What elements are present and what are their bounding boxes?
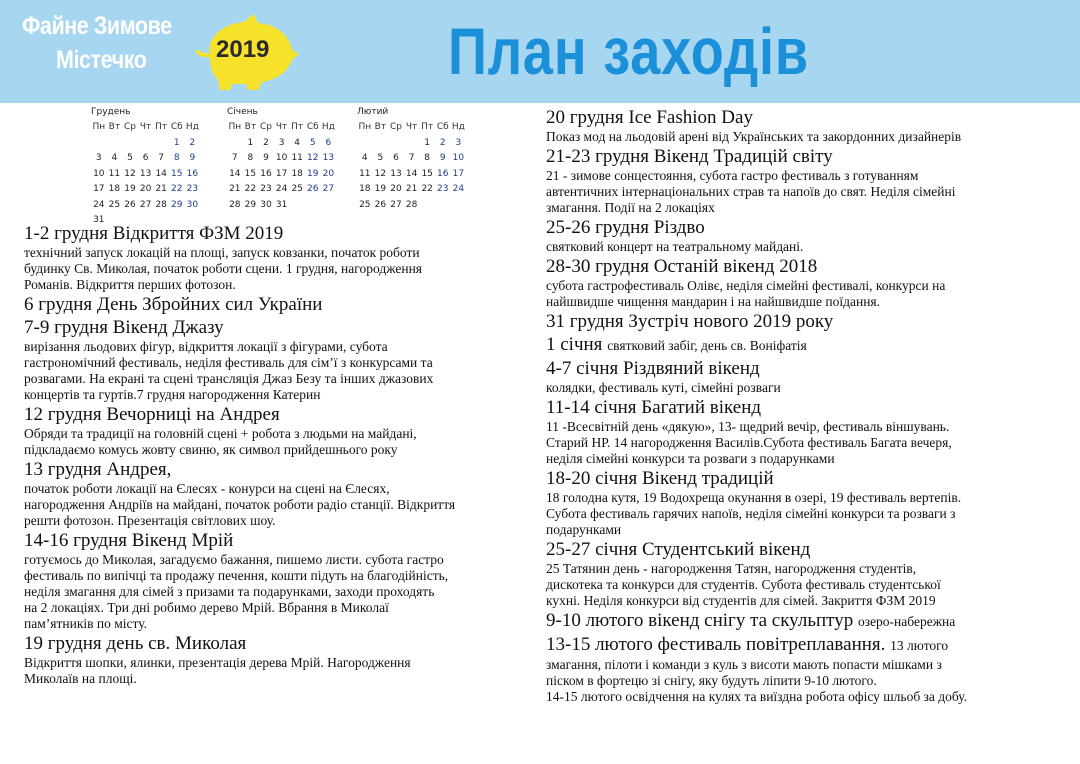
calendar-day: 15 xyxy=(171,168,183,179)
calendar-day: 7 xyxy=(408,153,415,163)
calendar-day: 7 xyxy=(158,153,165,163)
calendar-day: 12 xyxy=(374,168,387,179)
event-description-line: на 2 локаціях. Три дні робимо дерево Мрій. Вбрання в Миколаї xyxy=(24,600,389,615)
calendar-day: 23 xyxy=(437,184,449,194)
calendar-week-row xyxy=(227,136,336,152)
event-description-line: 21 - зимове сонцестояння, субота гастро фестиваль з готуванням xyxy=(546,168,919,183)
event-inline-note: святковий забіг, день св. Воніфатія xyxy=(607,338,807,353)
event-item xyxy=(546,255,1056,310)
event-title xyxy=(546,538,1056,561)
calendar-weekday: Пт xyxy=(155,122,168,132)
calendar-week-row xyxy=(357,167,466,183)
event-description-line: розвагами. На екрані та сцені трансляція Джаз Безу та інших джазових xyxy=(24,371,434,386)
event-description-line: готуємось до Миколая, загадуємо бажання, пишемо листи. субота гастро xyxy=(24,552,444,567)
event-title xyxy=(24,222,524,245)
header-band xyxy=(0,0,1080,103)
calendar-day: 26 xyxy=(124,199,136,210)
event-description-line: 25 Татянин день - нагородження Татян, нагородження студентів, xyxy=(546,561,917,576)
event-title xyxy=(546,255,1056,278)
calendar-weekday: Чт xyxy=(405,122,418,132)
event-title xyxy=(24,529,524,552)
event-description-line: гастрономічний фестиваль, неділя фестиваль для сім’ї з конкурсами та xyxy=(24,355,433,370)
calendar-day: 14 xyxy=(155,168,167,179)
event-description-line: найшвидше чищення мандарин і на найшвидше поїдання. xyxy=(546,294,881,309)
calendar-day: 6 xyxy=(325,137,332,148)
calendar-day: 25 xyxy=(291,184,303,194)
event-description-line: Обряди та традиції на головній сцені + робота з людьми на майдані, xyxy=(24,426,417,441)
calendar-day: 24 xyxy=(93,199,105,210)
calendar-day: 13 xyxy=(390,168,402,179)
logo-line-1: Файне Зимове xyxy=(22,12,172,40)
event-title-text: 7-9 грудня Вікенд Джазу xyxy=(24,317,224,338)
event-title xyxy=(24,293,524,316)
event-title-text: 25-27 січня Студентський вікенд xyxy=(546,539,811,560)
event-title xyxy=(546,467,1056,490)
calendar-day: 2 xyxy=(189,137,196,148)
calendar-day: 16 xyxy=(437,168,449,179)
event-description-line: технічний запуск локацій на площі, запуск ковзанки, початок роботи xyxy=(24,245,420,260)
event-title xyxy=(546,145,1056,168)
calendar-day: 11 xyxy=(108,168,121,179)
calendar-day: 4 xyxy=(111,153,118,163)
event-title xyxy=(24,458,524,481)
calendar-february xyxy=(357,104,466,213)
event-description-line: 11 -Всесвітній день «дякую», 13- щедрий вечір, фестиваль віншувань. xyxy=(546,419,950,434)
calendar-day: 10 xyxy=(452,153,465,163)
calendar-weekday: Пн xyxy=(92,122,106,132)
calendar-weekday: Ср xyxy=(389,122,402,132)
calendar-day: 8 xyxy=(247,153,254,163)
event-item xyxy=(546,216,1056,255)
calendar-day: 19 xyxy=(374,184,387,194)
calendar-day: 24 xyxy=(275,184,288,194)
event-description-line: субота гастрофестиваль Олівє, неділя сімейні фестивалі, конкурси на xyxy=(546,278,946,293)
calendar-weekday: Чт xyxy=(139,122,152,132)
calendar-day: 17 xyxy=(275,168,288,179)
calendar-day: 10 xyxy=(93,168,105,179)
event-title-text: 11-14 січня Багатий вікенд xyxy=(546,397,762,418)
event-description-line: Субота фестиваль гарячих напоїв, неділя сімейні конкурси та розваги з xyxy=(546,506,956,521)
calendar-day: 3 xyxy=(95,153,102,163)
calendar-day: 23 xyxy=(186,184,199,194)
calendar-day: 2 xyxy=(263,137,269,148)
calendar-day: 20 xyxy=(322,168,335,179)
calendar-day: 18 xyxy=(359,184,371,194)
calendar-day: 22 xyxy=(171,184,183,194)
event-title xyxy=(546,609,1056,633)
event-item xyxy=(546,333,1056,357)
event-title xyxy=(546,396,1056,419)
calendar-day: 27 xyxy=(390,199,402,210)
calendar-weekday-row xyxy=(227,120,336,136)
event-title-text: 28-30 грудня Останій вікенд 2018 xyxy=(546,256,818,277)
calendar-day: 9 xyxy=(189,153,196,163)
event-title-text: 20 грудня Ice Fashion Day xyxy=(546,107,753,128)
calendar-week-row xyxy=(357,136,466,152)
calendar-week-row xyxy=(357,198,466,214)
event-description-line: початок роботи локації на Єлесях - конурси на сцені на Єлесях, xyxy=(24,481,390,496)
calendar-week-row xyxy=(357,182,466,198)
event-title-text: 14-16 грудня Вікенд Мрій xyxy=(24,530,234,551)
event-description-line: концертів та гуртів.7 грудня нагородження Катерин xyxy=(24,387,321,402)
calendar-week-row xyxy=(91,182,200,198)
calendar-day: 5 xyxy=(377,153,384,163)
calendar-day: 20 xyxy=(139,184,152,194)
calendar-day: 21 xyxy=(155,184,167,194)
event-title xyxy=(546,357,1056,380)
calendar-week-row xyxy=(357,151,466,167)
event-inline-note: озеро-набережна xyxy=(857,614,956,629)
event-description-line: вирізання льодових фігур, відкриття локації з фігурами, субота xyxy=(24,339,388,354)
event-description-line: дискотека та конкурси для студентів. Субота фестиваль студентської xyxy=(546,577,941,592)
calendar-day: 21 xyxy=(405,184,418,194)
event-description-line: Миколаїв на площі. xyxy=(24,671,137,686)
event-item xyxy=(546,633,1056,705)
calendar-day: 18 xyxy=(108,184,121,194)
calendar-day: 27 xyxy=(322,184,335,194)
calendar-day: 1 xyxy=(173,137,180,148)
event-title-text: 13-15 лютого фестиваль повітреплавання. xyxy=(546,634,886,655)
calendar-day: 30 xyxy=(260,199,272,210)
event-description-line: неділя змагання для сімей з призами та подарунками, заходи проходять xyxy=(24,584,435,599)
event-item xyxy=(546,396,1056,467)
calendar-weekday: Ср xyxy=(123,122,136,132)
calendar-day: 29 xyxy=(244,199,257,210)
event-item xyxy=(546,106,1056,145)
calendar-day: 5 xyxy=(309,137,316,148)
calendar-day: 31 xyxy=(275,199,288,210)
calendar-day: 27 xyxy=(139,199,152,210)
calendar-weekday: Вт xyxy=(108,122,121,132)
calendar-day: 8 xyxy=(173,153,180,163)
event-description-line: змагання. Події на 2 локаціях xyxy=(546,200,715,215)
calendar-day: 11 xyxy=(359,168,371,179)
calendar-day: 24 xyxy=(452,184,465,194)
calendar-day: 31 xyxy=(93,215,105,225)
event-item xyxy=(24,632,524,687)
calendar-day: 19 xyxy=(124,184,136,194)
event-title xyxy=(24,632,524,655)
event-title xyxy=(546,310,1056,333)
event-description-line: Відкриття шопки, ялинки, презентація дерева Мрій. Нагородження xyxy=(24,655,411,670)
calendar-day: 4 xyxy=(361,153,368,163)
event-description-line: 18 голодна кутя, 19 Водохреща окунання в озері, 19 фестиваль вертепів. xyxy=(546,490,962,505)
event-description-line: решти фотозон. Презентація світлових шоу. xyxy=(24,513,276,528)
event-title xyxy=(24,403,524,426)
calendar-month-name: Лютий xyxy=(357,107,389,117)
event-item xyxy=(546,145,1056,216)
calendar-weekday: Сб xyxy=(436,122,449,132)
calendar-january xyxy=(227,104,336,213)
event-description-line: нагородження Андріїв на майдані, початок роботи радіо станції. Відкриття xyxy=(24,497,456,512)
calendar-day: 11 xyxy=(291,153,303,163)
calendar-day: 16 xyxy=(260,168,272,179)
calendar-day: 28 xyxy=(155,199,167,210)
event-description-line: піском в фортецю зі снігу, яку будуть ліпити 9-10 лютого. xyxy=(546,673,877,688)
calendar-december xyxy=(91,104,200,229)
calendar-weekday: Пт xyxy=(421,122,434,132)
calendar-day: 26 xyxy=(374,199,387,210)
event-item xyxy=(24,403,524,458)
calendar-day: 28 xyxy=(229,199,241,210)
calendar-day: 5 xyxy=(127,153,133,163)
calendar-day: 1 xyxy=(424,137,431,148)
event-description-line: святковий концерт на театральному майдані. xyxy=(546,239,804,254)
event-description-line: неділя сімейні конкурси та розваги з подарунками xyxy=(546,451,835,466)
event-item xyxy=(24,293,524,316)
calendar-day: 14 xyxy=(229,168,241,179)
calendar-day: 14 xyxy=(405,168,418,179)
calendar-day: 21 xyxy=(229,184,241,194)
event-description-line: подарунками xyxy=(546,522,622,537)
event-item xyxy=(24,222,524,293)
calendar-day: 3 xyxy=(455,137,462,148)
calendar-day: 25 xyxy=(359,199,371,210)
event-title-text: 19 грудня день св. Миколая xyxy=(24,633,247,654)
calendar-week-row xyxy=(227,167,336,183)
calendar-day: 12 xyxy=(124,168,136,179)
calendar-day: 30 xyxy=(186,199,199,210)
calendar-week-row xyxy=(227,182,336,198)
calendar-day: 1 xyxy=(247,137,254,148)
event-item xyxy=(546,310,1056,333)
event-item xyxy=(546,538,1056,609)
event-title-text: 4-7 січня Різдвяний вікенд xyxy=(546,358,760,379)
event-description-line: кухні. Неділя конкурси від студентів для сімей. Закриття ФЗМ 2019 xyxy=(546,593,936,608)
event-item xyxy=(546,609,1056,633)
event-description-line: 14-15 лютого освідчення на кулях та виїздна робота офісу шльоб за добу. xyxy=(546,689,968,704)
logo-year: 2019 xyxy=(216,36,270,63)
calendar-day: 18 xyxy=(291,168,303,179)
event-title xyxy=(546,106,1056,129)
calendar-day: 6 xyxy=(142,153,149,163)
calendar-day: 10 xyxy=(275,153,288,163)
event-title-text: 6 грудня День Збройних сил України xyxy=(24,294,323,315)
calendar-month-name: Грудень xyxy=(91,107,131,117)
right-event-column xyxy=(546,106,1056,705)
page-title: План заходів xyxy=(448,14,809,88)
calendar-weekday: Вт xyxy=(244,122,257,132)
calendar-day: 3 xyxy=(278,137,285,148)
calendar-day: 8 xyxy=(424,153,431,163)
event-description-line: пам’ятників по місту. xyxy=(24,616,148,631)
event-item xyxy=(24,316,524,403)
calendar-day: 20 xyxy=(390,184,402,194)
calendar-day: 15 xyxy=(421,168,433,179)
event-description-line: Показ мод на льодовій арені від Українських та закордонних дизайнерів xyxy=(546,129,962,144)
calendar-weekday: Сб xyxy=(306,122,319,132)
calendar-weekday: Нд xyxy=(451,122,465,132)
event-description-line: фестиваль по випічці та продажу печення, кошти підуть на благодійність, xyxy=(24,568,449,583)
calendar-weekday-row xyxy=(91,120,200,136)
event-description-line: підкладаємо комусь жовту свиню, як символ прийдешнього року xyxy=(24,442,398,457)
event-title-text: 9-10 лютого вікенд снігу та скульптур xyxy=(546,610,854,631)
calendar-day: 22 xyxy=(244,184,257,194)
event-title-text: 1 січня xyxy=(546,334,603,355)
event-title xyxy=(546,333,1056,357)
left-event-column xyxy=(24,222,524,687)
calendar-day: 7 xyxy=(231,153,238,163)
calendar-week-row xyxy=(91,198,200,214)
calendar-weekday-row xyxy=(357,120,466,136)
calendar-day: 13 xyxy=(139,168,152,179)
event-title-text: 21-23 грудня Вікенд Традицій світу xyxy=(546,146,833,167)
calendar-day: 26 xyxy=(307,184,319,194)
event-description-line: автентичних інтернаціональних страв та напоїв до свят. Неділя сімейні xyxy=(546,184,956,199)
calendar-day: 29 xyxy=(171,199,183,210)
calendar-day: 13 xyxy=(322,153,335,163)
calendar-week-row xyxy=(91,167,200,183)
event-item xyxy=(24,458,524,529)
event-title-text: 12 грудня Вечорниці на Андрея xyxy=(24,404,280,425)
event-title-text: 13 грудня Андрея, xyxy=(24,459,172,480)
calendar-day: 9 xyxy=(263,153,269,163)
logo-line-2: Містечко xyxy=(56,46,147,74)
calendar-day: 23 xyxy=(260,184,272,194)
event-item xyxy=(546,357,1056,396)
event-description-line: змагання, пілоти і команди з куль з висоти мають попасти мішками з xyxy=(546,657,942,672)
calendar-weekday: Вт xyxy=(374,122,387,132)
calendar-weekday: Чт xyxy=(275,122,288,132)
calendar-day: 19 xyxy=(307,168,319,179)
event-inline-note: 13 лютого xyxy=(890,638,949,653)
event-title xyxy=(546,633,1056,657)
event-description-line: Романів. Відкриття перших фотозон. xyxy=(24,277,236,292)
event-description-line: будинку Св. Миколая, початок роботи сцени. 1 грудня, нагородження xyxy=(24,261,422,276)
event-title xyxy=(24,316,524,339)
event-title xyxy=(546,216,1056,239)
calendar-day: 15 xyxy=(244,168,257,179)
calendar-week-row xyxy=(91,151,200,167)
calendar-weekday: Пн xyxy=(358,122,372,132)
calendar-day: 22 xyxy=(421,184,433,194)
event-description-line: колядки, фестиваль куті, сімейні розваги xyxy=(546,380,781,395)
event-title-text: 18-20 січня Вікенд традицій xyxy=(546,468,774,489)
calendar-month-name: Січень xyxy=(227,107,258,117)
event-title-text: 31 грудня Зустріч нового 2019 року xyxy=(546,311,834,332)
calendar-day: 9 xyxy=(439,153,446,163)
calendar-day: 16 xyxy=(186,168,199,179)
calendar-weekday: Пн xyxy=(228,122,242,132)
calendar-day: 4 xyxy=(294,137,301,148)
calendar-weekday: Ср xyxy=(259,122,272,132)
calendar-day: 12 xyxy=(307,153,319,163)
event-item xyxy=(546,467,1056,538)
calendar-week-row xyxy=(227,198,336,214)
calendar-day: 17 xyxy=(452,168,465,179)
calendar-day: 6 xyxy=(393,153,399,163)
calendar-day: 2 xyxy=(439,137,446,148)
event-item xyxy=(24,529,524,632)
calendar-week-row xyxy=(91,136,200,152)
calendar-day: 25 xyxy=(108,199,121,210)
event-title-text: 25-26 грудня Різдво xyxy=(546,217,705,238)
calendar-weekday: Пт xyxy=(291,122,304,132)
event-description-line: Старий НР. 14 нагородження Василів.Субота фестиваль Багата вечеря, xyxy=(546,435,952,450)
event-title-text: 1-2 грудня Відкриття ФЗМ 2019 xyxy=(24,223,284,244)
calendar-week-row xyxy=(227,151,336,167)
calendar-day: 28 xyxy=(405,199,418,210)
calendar-day: 17 xyxy=(93,184,105,194)
calendar-weekday: Сб xyxy=(170,122,183,132)
calendar-weekday: Нд xyxy=(185,122,199,132)
calendar-weekday: Нд xyxy=(321,122,335,132)
